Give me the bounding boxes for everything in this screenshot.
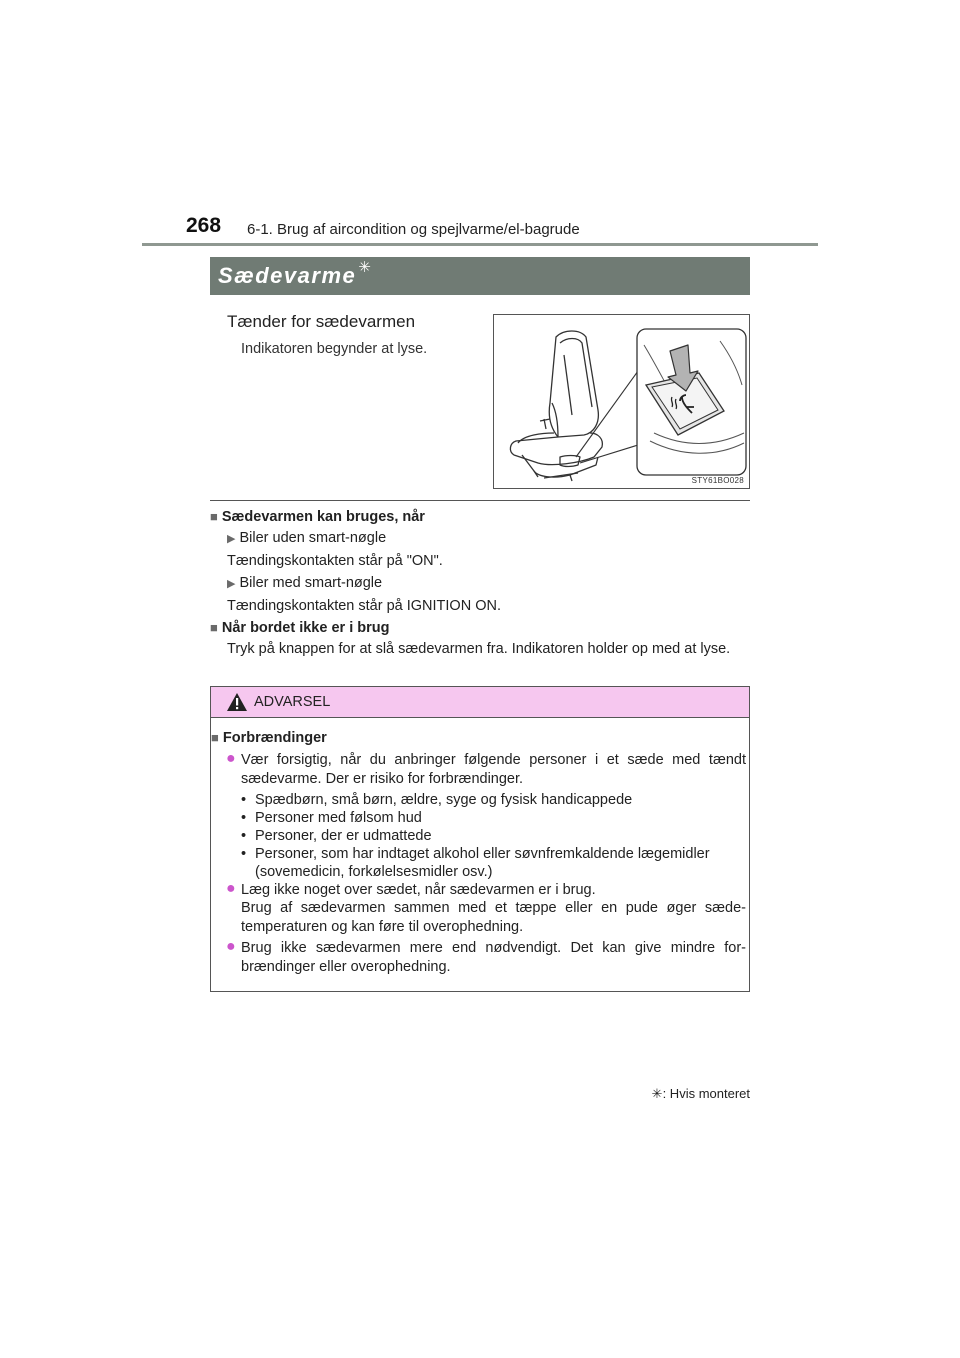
warning-subitem-continued: (sovemedicin, forkølelsesmidler osv.) — [255, 864, 493, 880]
dot-bullet-icon: ● — [226, 750, 236, 767]
warning-subitem: • Personer med følsom hud — [241, 810, 422, 826]
asterisk-icon: ✳ — [358, 259, 371, 276]
not-in-use-heading: ■ Når bordet ikke er i brug — [210, 620, 390, 636]
square-bullet-icon: ■ — [210, 620, 218, 635]
asterisk-icon: ✳ — [651, 1086, 663, 1101]
triangle-bullet-icon: ▶ — [227, 578, 236, 590]
figure-code: STY61BO028 — [691, 476, 744, 485]
triangle-bullet-icon: ▶ — [227, 533, 236, 545]
not-in-use-text: Tryk på knappen for at slå sædevarmen fra. Indikatoren holder op med at lyse. — [227, 641, 731, 657]
chapter-title: 6-1. Brug af aircondition og spejlvarme/el-bagrude — [247, 221, 580, 238]
warning-label: ADVARSEL — [254, 694, 331, 710]
footnote: ✳: Hvis monteret — [651, 1086, 750, 1101]
section-heading-bar — [210, 257, 750, 295]
step-title: Tænder for sædevarmen — [227, 312, 416, 331]
square-bullet-icon: ■ — [211, 730, 219, 745]
header-divider — [142, 243, 818, 246]
option-smart-key-text: Tændingskontakten står på IGNITION ON. — [227, 598, 501, 614]
warning-subitem: • Personer, som har indtaget alkohol eller søvnfremkaldende lægemidler — [241, 846, 710, 862]
option-smart-key: ▶ Biler med smart-nøgle — [227, 575, 383, 591]
warning-header — [211, 687, 749, 718]
page-number: 268 — [186, 214, 222, 237]
section-title: Sædevarme — [218, 263, 357, 288]
option-no-smart-key-text: Tændingskontakten står på "ON". — [227, 553, 443, 569]
seat-heater-illustration — [493, 314, 750, 489]
warning-heading: ■ Forbrændinger — [211, 730, 327, 746]
option-no-smart-key: ▶ Biler uden smart-nøgle — [227, 530, 387, 546]
usage-heading: ■ Sædevarmen kan bruges, når — [210, 509, 425, 525]
step-description: Indikatoren begynder at lyse. — [241, 341, 428, 357]
warning-box: ADVARSEL ■ Forbrændinger ● Vær forsigtig, når du anbringer følgende personer i et sæde med tændt sædevarme. Der er risiko for forbrændinger. • Spædbørn, små børn, ældre, syge og fysisk handicappede • Personer med følsom hud • Personer, der er udmattede • Personer, som har indtaget alkohol eller søvnfremkaldende lægemidler (sovemedicin, forkølelsesmidler osv.) ● Læg ikke noget over sædet, når sædevarmen er i brug. Brug af sædevarmen sammen med et tæppe eller en pude øger sæde-temperaturen og kan føre til overophedning. ● Brug ikke sædevarmen mere end nødvendigt. Det kan give mindre for-brændinger eller overophedning. — [210, 686, 750, 992]
warning-subitem: • Spædbørn, små børn, ældre, syge og fysisk handicappede — [241, 792, 633, 808]
square-bullet-icon: ■ — [210, 509, 218, 524]
section-divider — [210, 500, 750, 501]
dot-bullet-icon: ● — [226, 880, 236, 897]
warning-triangle-icon — [226, 692, 248, 712]
warning-subitem: • Personer, der er udmattede — [241, 828, 432, 844]
dot-bullet-icon: ● — [226, 938, 236, 955]
seat-icon — [494, 315, 749, 488]
